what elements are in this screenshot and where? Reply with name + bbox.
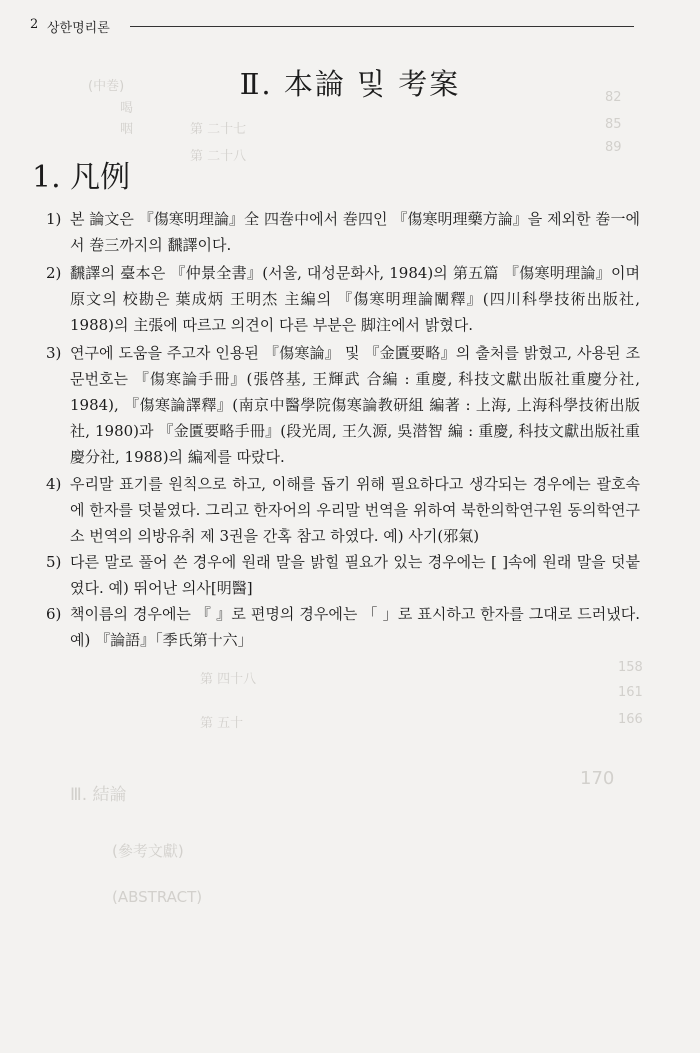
showthrough-page-number: 158	[618, 660, 643, 675]
note-number: 5)	[46, 553, 62, 571]
note-text: 우리말 표기를 원칙으로 하고, 이해를 돕기 위해 필요하다고 생각되는 경우에는 괄호속에 한자를 덧붙였다. 그리고 한자어의 우리말 번역을 위하여 북한의학연구원 동의학연구소 번역의 의방유취 제 3권을 간혹 참고 하였다. 예) 사기(邪氣)	[70, 475, 640, 545]
showthrough-abstract: (ABSTRACT)	[112, 888, 203, 906]
note-item-6	[46, 601, 640, 653]
showthrough-toc-entry: 第 二十七	[190, 122, 247, 137]
note-number: 1)	[46, 210, 62, 228]
note-number: 2)	[46, 264, 62, 282]
showthrough-toc-entry: 第 五十	[200, 716, 244, 731]
note-number: 3)	[46, 344, 62, 362]
note-number: 4)	[46, 475, 62, 493]
note-text: 책이름의 경우에는 『 』로 편명의 경우에는 「 」로 표시하고 한자를 그대로 드러냈다. 예) 『論語』「季氏第十六」	[70, 605, 640, 649]
note-item-2	[46, 260, 640, 338]
header-rule	[130, 26, 634, 27]
running-title: 상한명리론	[47, 21, 110, 36]
note-text: 다른 말로 풀어 쓴 경우에 원래 말을 밝힐 필요가 있는 경우에는 [ ]속에 원래 말을 덧붙였다. 예) 뛰어난 의사[明醫]	[70, 553, 640, 597]
showthrough-toc-entry: 第 二十八	[190, 149, 247, 164]
note-text: 연구에 도움을 주고자 인용된 『傷寒論』 및 『金匱要略』의 출처를 밝혔고, 사용된 조문번호는 『傷寒論手冊』(張啓基, 王輝武 合編 : 重慶, 科技文獻出版社重慶分社, 1984), 『傷寒論譯釋』(南京中醫學院傷寒論教研組 編著 : 上海, 上海科學技術出版社, 1980)과 『金匱要略手冊』(段光周, 王久源, 吳潜智 編 : 重慶, 科技文獻出版社重慶分社, 1988)의 編제를 따랐다.	[70, 344, 640, 466]
showthrough-page-number: 82	[605, 90, 622, 105]
showthrough-references: (參考文獻)	[112, 842, 184, 860]
note-item-1	[46, 206, 640, 258]
showthrough-page-number: 166	[618, 712, 643, 727]
page-number: 2	[30, 17, 39, 32]
showthrough-page-number: 89	[605, 140, 622, 155]
section-title: Ⅱ. 本論 및 考案	[239, 67, 461, 101]
subsection-title: 1. 凡例	[32, 160, 131, 195]
note-text: 본 論文은 『傷寒明理論』全 四巻中에서 巻四인 『傷寒明理藥方論』을 제외한 巻一에서 巻三까지의 飜譯이다.	[70, 210, 640, 254]
showthrough-toc-label: (中巻)	[88, 79, 125, 94]
showthrough-page-number: 161	[618, 685, 643, 700]
note-item-3	[46, 340, 640, 470]
note-number: 6)	[46, 605, 62, 623]
showthrough-page-number: 170	[580, 768, 615, 789]
showthrough-page-number: 85	[605, 117, 622, 132]
showthrough-toc-entry: 咽	[120, 122, 134, 137]
note-text: 飜譯의 臺本은 『仲景全書』(서울, 대성문화사, 1984)의 第五篇 『傷寒明理論』이며 原文의 校勘은 葉成炳 王明杰 主編의 『傷寒明理論闡釋』(四川科學技術出版社, 1988)의 主張에 따르고 의견이 다른 부분은 脚注에서 밝혔다.	[70, 264, 640, 334]
showthrough-toc-entry: 第 四十八	[200, 672, 257, 687]
note-item-5	[46, 549, 640, 601]
showthrough-section: Ⅲ. 結論	[70, 785, 127, 805]
showthrough-toc-entry: 喝	[120, 101, 134, 116]
note-item-4	[46, 471, 640, 549]
